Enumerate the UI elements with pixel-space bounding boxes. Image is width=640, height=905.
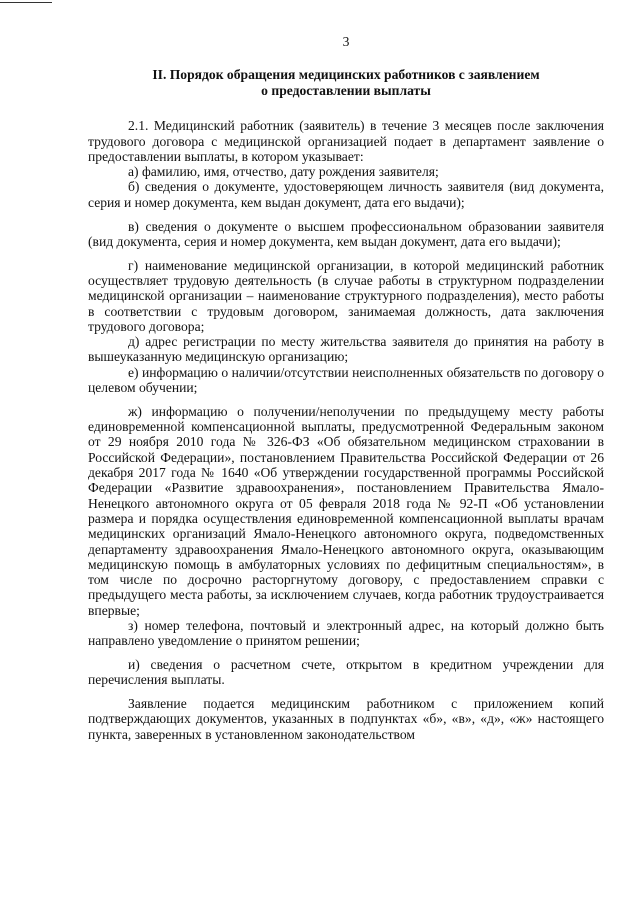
list-item-e: е) информацию о наличии/отсутствии неисполненных обязательств по договору о целевом обучении; xyxy=(88,364,604,396)
paragraph-application: Заявление подается медицинским работником с приложением копий подтверждающих документов, указанных в подпунктах «б», «в», «д», «ж» настоящего пункта, заверенных в установленном законодательством xyxy=(88,696,604,742)
list-item-z: з) номер телефона, почтовый и электронный адрес, на который должно быть направлено уведомление о принятом решении; xyxy=(88,618,604,649)
document-page xyxy=(88,34,604,742)
scan-edge-line xyxy=(0,2,52,3)
page-number: 3 xyxy=(342,34,350,49)
section-heading-line-2: о предоставлении выплаты xyxy=(261,83,431,99)
list-item-d: д) адрес регистрации по месту жительства заявителя до принятия на работу в вышеуказанную медицинскую организацию; xyxy=(88,334,604,365)
section-heading-line-1: II. Порядок обращения медицинских работников с заявлением xyxy=(152,67,540,83)
list-item-g: г) наименование медицинской организации, в которой медицинский работник осуществляет трудовую деятельность (в случае работы в структурном подразделении медицинской организации – наименование структурного подразделения), место работы в соответствии с трудовым договором, занимаемая должность, дата заключения трудового договора; xyxy=(88,257,604,334)
list-item-v: в) сведения о документе о высшем профессиональном образовании заявителя (вид документа, серия и номер документа, кем выдан документ, дата его выдачи); xyxy=(88,218,604,249)
section-heading xyxy=(88,67,604,99)
list-item-i: и) сведения о расчетном счете, открытом в кредитном учреждении для перечисления выплаты. xyxy=(88,657,604,688)
list-item-b: б) сведения о документе, удостоверяющем личность заявителя (вид документа, серия и номер документа, кем выдан документ, дата его выдачи); xyxy=(88,179,604,210)
list-item-zh: ж) информацию о получении/неполучении по предыдущему месту работы единовременной компенсационной выплаты, предусмотренной Федеральным законом от 29 ноября 2010 года № 326-ФЗ «Об обязательном медицинском страховании в Российской Федерации», постановлением Правительства Российской Федерации от 26 декабря 2017 года № 1640 «Об утверждении государственной программы Российской Федерации «Развитие здравоохранения», постановлением Правительства Ямало-Ненецкого автономного округа от 05 февраля 2018 года № 92-П «Об установлении размера и порядка осуществления единовременной компенсационной выплаты врачам медицинских организаций Ямало-Ненецкого автономного округа, подведомственных департаменту здравоохранения Ямало-Ненецкого автономного округа, оказывающим медицинскую помощь в амбулаторных условиях по дефицитным специальностям», в том числе по досрочно расторгнутому договору, с предоставлением справки с предыдущего места работы, за исключением случаев, когда работник трудоустраивается впервые; xyxy=(88,403,604,618)
list-item-a: а) фамилию, имя, отчество, дату рождения заявителя; xyxy=(128,164,439,180)
paragraph-2-1: 2.1. Медицинский работник (заявитель) в течение 3 месяцев после заключения трудового договора с медицинской организацией подает в департамент заявление о предоставлении выплаты, в котором указывает: xyxy=(88,118,604,164)
